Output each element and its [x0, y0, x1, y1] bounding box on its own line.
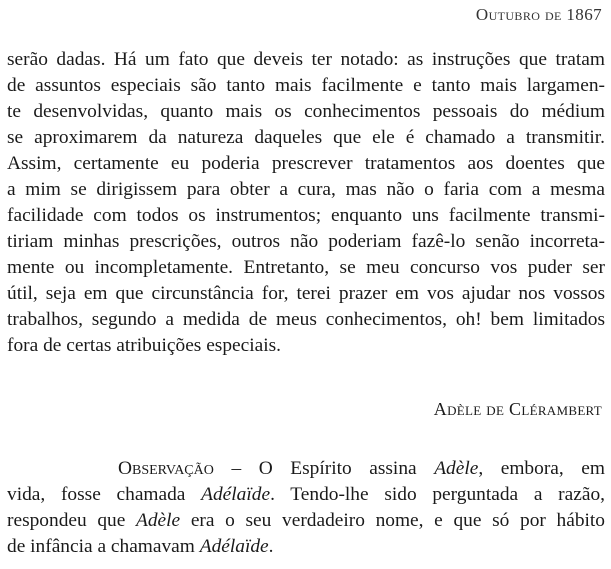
note-text: . [268, 536, 274, 557]
text-line: serão dadas. Há um fato que deveis ter notado: as instruções que tratam [7, 49, 605, 70]
note-name: Adélaïde [201, 484, 271, 505]
note-name: Adélaïde [199, 536, 269, 557]
running-header: Outubro de 1867 [475, 5, 602, 24]
text-line: Assim, certamente eu poderia prescrever tratamentos aos doentes que [7, 153, 605, 174]
text-line: mente ou incompletamente. Entretanto, se meu concurso vos puder ser [7, 257, 605, 278]
signature: Adèle de Clérambert [433, 399, 602, 419]
text-line: de assuntos especiais são tanto mais facilmente e tanto mais largamen- [7, 75, 605, 96]
letter-body [7, 47, 605, 359]
note-name: Adèle [136, 510, 181, 531]
note-line [7, 456, 605, 482]
note-text: . Tendo-lhe sido perguntada a razão, [270, 484, 606, 505]
note-text: era o seu verdadeiro nome, e que só por hábito [180, 510, 605, 531]
note-dash: – [213, 458, 259, 479]
text-line: trabalhos, segundo a medida de meus conhecimentos, oh! bem limitados [7, 309, 605, 330]
text-line: tiriam minhas prescrições, outros não poderiam fazê-lo senão incorreta- [7, 231, 605, 252]
note-text: O Espírito assina [258, 458, 435, 479]
note-text: , embora, em [478, 458, 605, 479]
text-line: te desenvolvidas, quanto mais os conhecimentos pessoais do médium [7, 101, 605, 122]
text-line: fora de certas atribuições especiais. [7, 335, 282, 356]
note-line [7, 482, 605, 508]
text-line: se aproximarem da natureza daqueles que ele é chamado a transmitir. [7, 127, 605, 148]
note-label: Observação [118, 458, 214, 479]
text-line: a mim se dirigissem para obter a cura, mas não o faria com a mesma [7, 179, 605, 200]
text-line: facilidade com todos os instrumentos; enquanto uns facilmente transmi- [7, 205, 605, 226]
note-line [7, 534, 605, 560]
note-name: Adèle [434, 458, 479, 479]
note-text: respondeu que [7, 510, 137, 531]
observation-note [7, 456, 605, 560]
note-line [7, 508, 605, 534]
note-text: de infância a chamavam [7, 536, 200, 557]
note-text: vida, fosse chamada [7, 484, 202, 505]
text-line: útil, seja em que circunstância for, terei prazer em vos ajudar nos vossos [7, 283, 605, 304]
